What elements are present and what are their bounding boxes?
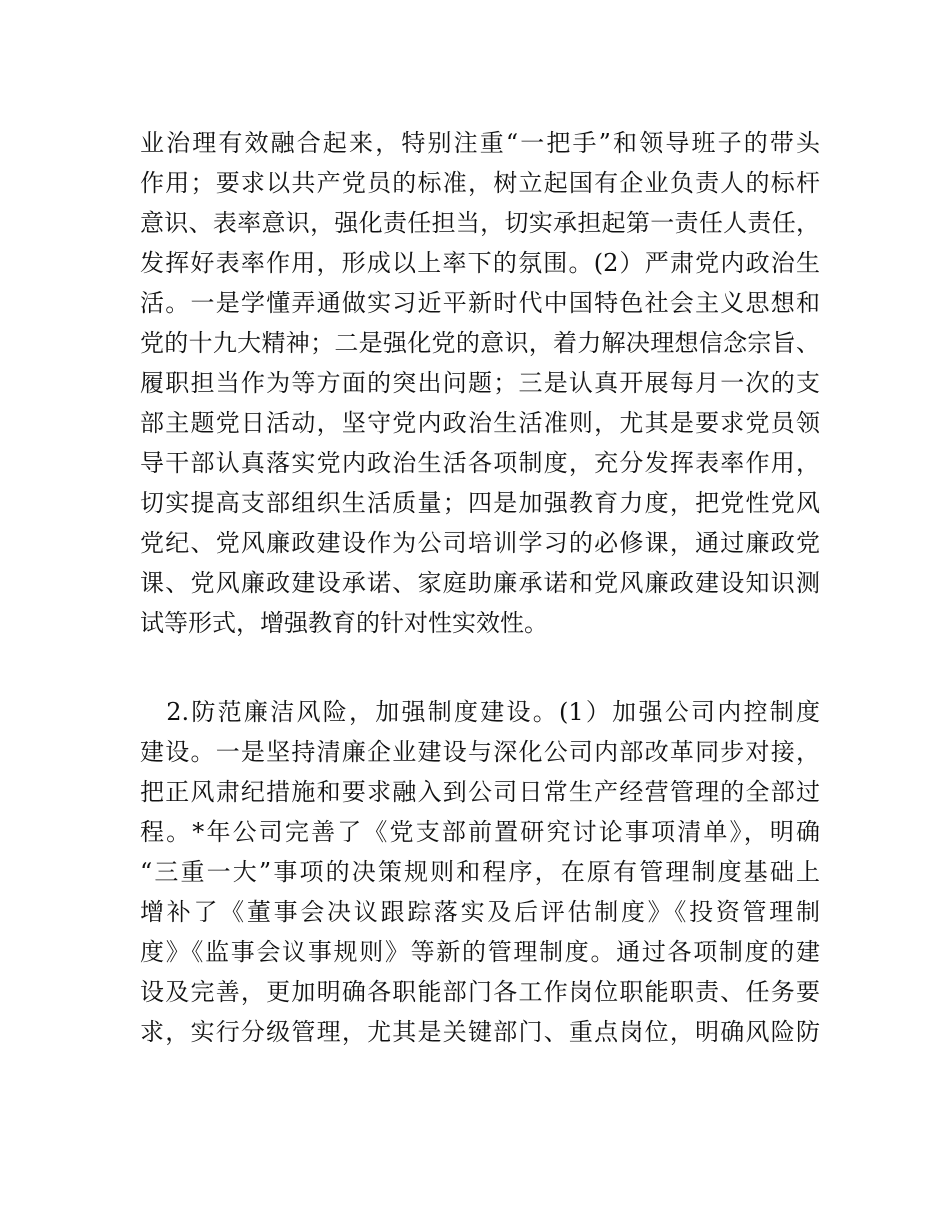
text-line: 课、党风廉政建设承诺、家庭助廉承诺和党风廉政建设知识测: [140, 569, 820, 597]
text-line: 意识、表率意识，强化责任担当，切实承担起第一责任人责任，: [140, 209, 820, 237]
text-line: 求，实行分级管理，尤其是关键部门、重点岗位，明确风险防: [140, 1018, 820, 1046]
text-line: 部主题党日活动，坚守党内政治生活准则，尤其是要求党员领: [140, 409, 820, 437]
text-line: 作用；要求以共产党员的标准，树立起国有企业负责人的标杆: [140, 169, 820, 197]
text-line: 活。一是学懂弄通做实习近平新时代中国特色社会主义思想和: [140, 289, 820, 317]
text-line: 建设。一是坚持清廉企业建设与深化公司内部改革同步对接，: [140, 738, 820, 766]
text-line: 履职担当作为等方面的突出问题；三是认真开展每月一次的支: [140, 369, 820, 397]
text-line: 增补了《董事会决议跟踪落实及后评估制度》《投资管理制: [140, 898, 820, 926]
text-line: 设及完善，更加明确各职能部门各工作岗位职能职责、任务要: [140, 978, 820, 1006]
text-line: 导干部认真落实党内政治生活各项制度，充分发挥表率作用，: [140, 449, 820, 477]
text-line: 切实提高支部组织生活质量；四是加强教育力度，把党性党风: [140, 489, 820, 517]
paragraph-integrity-risk: [140, 692, 820, 1052]
paragraph-party-discipline: [140, 123, 820, 643]
text-line: 业治理有效融合起来，特别注重“一把手”和领导班子的带头: [140, 129, 820, 157]
text-line: 试等形式，增强教育的针对性实效性。: [140, 609, 548, 637]
text-line: 程。*年公司完善了《党支部前置研究讨论事项清单》，明确: [140, 818, 820, 846]
text-line: 度》《监事会议事规则》等新的管理制度。通过各项制度的建: [140, 938, 820, 966]
text-line: 2.防范廉洁风险，加强制度建设。(1）加强公司内控制度: [140, 698, 820, 726]
text-line: 党的十九大精神；二是强化党的意识，着力解决理想信念宗旨、: [140, 329, 820, 357]
text-line: 发挥好表率作用，形成以上率下的氛围。(2）严肃党内政治生: [140, 249, 820, 277]
text-line: 把正风肃纪措施和要求融入到公司日常生产经营管理的全部过: [140, 778, 820, 806]
text-line: “三重一大”事项的决策规则和程序，在原有管理制度基础上: [140, 858, 820, 886]
text-line: 党纪、党风廉政建设作为公司培训学习的必修课，通过廉政党: [140, 529, 820, 557]
